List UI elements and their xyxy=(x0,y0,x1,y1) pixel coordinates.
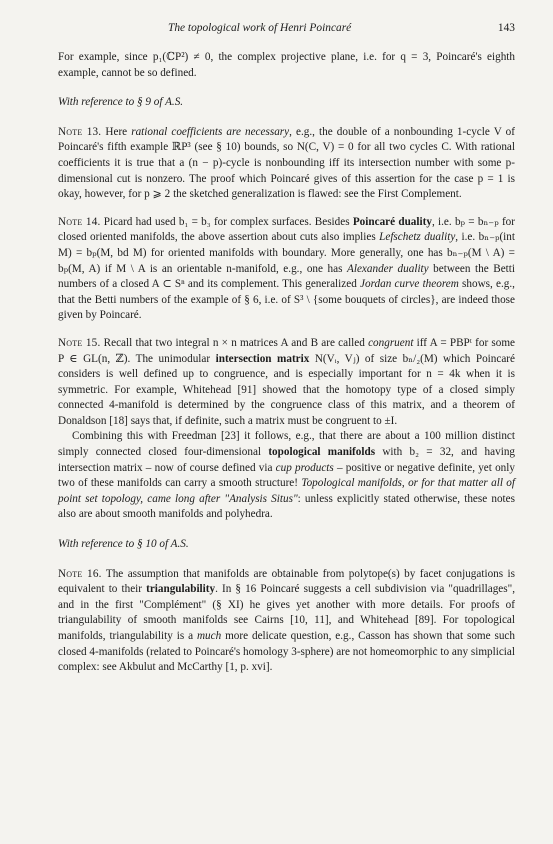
note-15-term-congruent: congruent xyxy=(368,336,414,349)
intro-paragraph: For example, since p₁(ℂP²) ≠ 0, the complex projective plane, i.e. for q = 3, Poincaré's eighth example, cannot be so defined. xyxy=(58,51,515,79)
note-13-emphasis: rational coefficients are necessary xyxy=(131,125,290,138)
note-15-text: with b₂ = 32, and having intersection matrix – now of course defined via xyxy=(58,446,516,474)
note-14-term-alexander-duality: Alexander duality xyxy=(347,262,429,275)
note-14-term-jordan-curve-theorem: Jordan curve theorem xyxy=(360,278,459,291)
note-15-term-cup-products: cup products xyxy=(275,461,334,474)
note-14-text: Picard had used b₁ = b₃ for complex surfaces. Besides xyxy=(100,215,353,228)
note-15 xyxy=(58,336,515,430)
note-15-label: Note 15. xyxy=(58,336,101,349)
note-13 xyxy=(58,125,515,203)
note-15-term-topological-manifolds: topological manifolds xyxy=(268,446,376,459)
note-15-emphasis: Topological manifolds, or for that matter all of point set topology, came long after "Analysis Situs" xyxy=(58,477,516,505)
note-15-text: Combining this with Freedman [23] it follows, e.g., that there are about a 100 million distinct simply connected closed four-dimensional xyxy=(58,430,515,459)
note-13-label: Note 13. xyxy=(58,125,102,138)
note-15-text: N(Vᵢ, Vⱼ) of size bₙ/₂(M) which Poincaré considers is well defined up to congruence, and is especially important for n = 4k when it is symmetric. For example, Whitehead [91] showed that the homotopy type of a closed simply connected 4-manifold is determined by the congruence class of this matrix, and a theorem of Donaldson [18] says that, if definite, such a matrix must be congruent to ±I. xyxy=(58,352,515,427)
note-14-text: between the Betti numbers of a closed A ⊂ Sⁿ and its complement. This generalized xyxy=(58,262,515,291)
note-16-text: The assumption that manifolds are obtainable from polytope(s) by facet conjugations is equivalent to their xyxy=(58,567,516,596)
note-15-text: iff A = PBPᵗ for some P ∈ GL(n, ℤ). The unimodular xyxy=(58,336,516,365)
note-14-term-poincare-duality: Poincaré duality xyxy=(352,215,432,228)
note-15-term-intersection-matrix: intersection matrix xyxy=(215,352,310,365)
note-16-label: Note 16. xyxy=(58,567,102,580)
section-reference-10: With reference to § 10 of A.S. xyxy=(58,538,189,551)
note-13-text: Here xyxy=(101,125,132,138)
page-header xyxy=(58,20,515,50)
running-title: The topological work of Henri Poincaré xyxy=(168,22,352,34)
note-14-term-lefschetz-duality: Lefschetz duality xyxy=(379,231,456,244)
note-13-text: , e.g., the double of a nonbounding 1-cycle V of Poincaré's fifth example ℝP³ (see § 10) bounds, so N(C, V) = 0 for all two cycles C. With rational coefficients it is true that a (n − p)-cycle is nonbounding iff its intersection number with some p-dimensional cut is nonzero. The proof which Poincaré gives of this assertion for the case p = 1 is okay, however, for p ⩾ 2 the sketched generalization is flawed: see the First Complement. xyxy=(58,125,516,201)
note-14 xyxy=(58,215,515,324)
note-14-text: , i.e. bₙ₋ₚ(int M) = bₚ(M, bd M) for oriented manifolds with boundary. More generally, one has bₙ₋ₚ(M \ A) = bₚ(M, A) if M \ A is an orientable n-manifold, e.g., one has xyxy=(58,231,515,275)
note-16-term-triangulability: triangulability xyxy=(146,583,216,596)
note-16-text: more delicate question, e.g., Casson has shown that some such closed 4-manifolds (related to Poincaré's homology 3-sphere) are not homeomorphic to any simplicial complex: see Akbulut and McCarthy [1, p. xvi]. xyxy=(58,630,515,674)
note-16 xyxy=(58,567,515,676)
note-15-paragraph-2 xyxy=(58,429,515,523)
note-14-text: , i.e. bₚ = bₙ₋ₚ for closed oriented manifolds, the above assertion about cuts also implies xyxy=(58,215,515,244)
note-15-text: Recall that two integral n × n matrices A and B are called xyxy=(100,336,369,349)
note-16-emphasis: much xyxy=(196,630,222,642)
note-15-text: – positive or negative definite, yet only two of these manifolds can carry a smooth structure! xyxy=(58,461,515,490)
page-number: 143 xyxy=(497,22,515,34)
note-15-text: : unless explicitly stated otherwise, these notes also are about smooth manifolds and polyhedra. xyxy=(58,492,515,521)
note-14-text: shows, e.g., that the Betti numbers of the example of § 6, i.e. of S³ \ {some bouquets of circles}, are indeed those given by Poincaré. xyxy=(58,278,515,322)
section-reference-9: With reference to § 9 of A.S. xyxy=(58,96,184,109)
note-16-text: . In § 16 Poincaré suggests a cell subdivision via "quadrillages", and in the first "Complément" (§ XI) he gives yet another with more details. For proofs of triangulability of smooth manifolds see Cairns [10, 11], and Whitehead [89]. For topological manifolds, triangulability is a xyxy=(58,583,515,642)
note-14-label: Note 14. xyxy=(58,215,101,228)
